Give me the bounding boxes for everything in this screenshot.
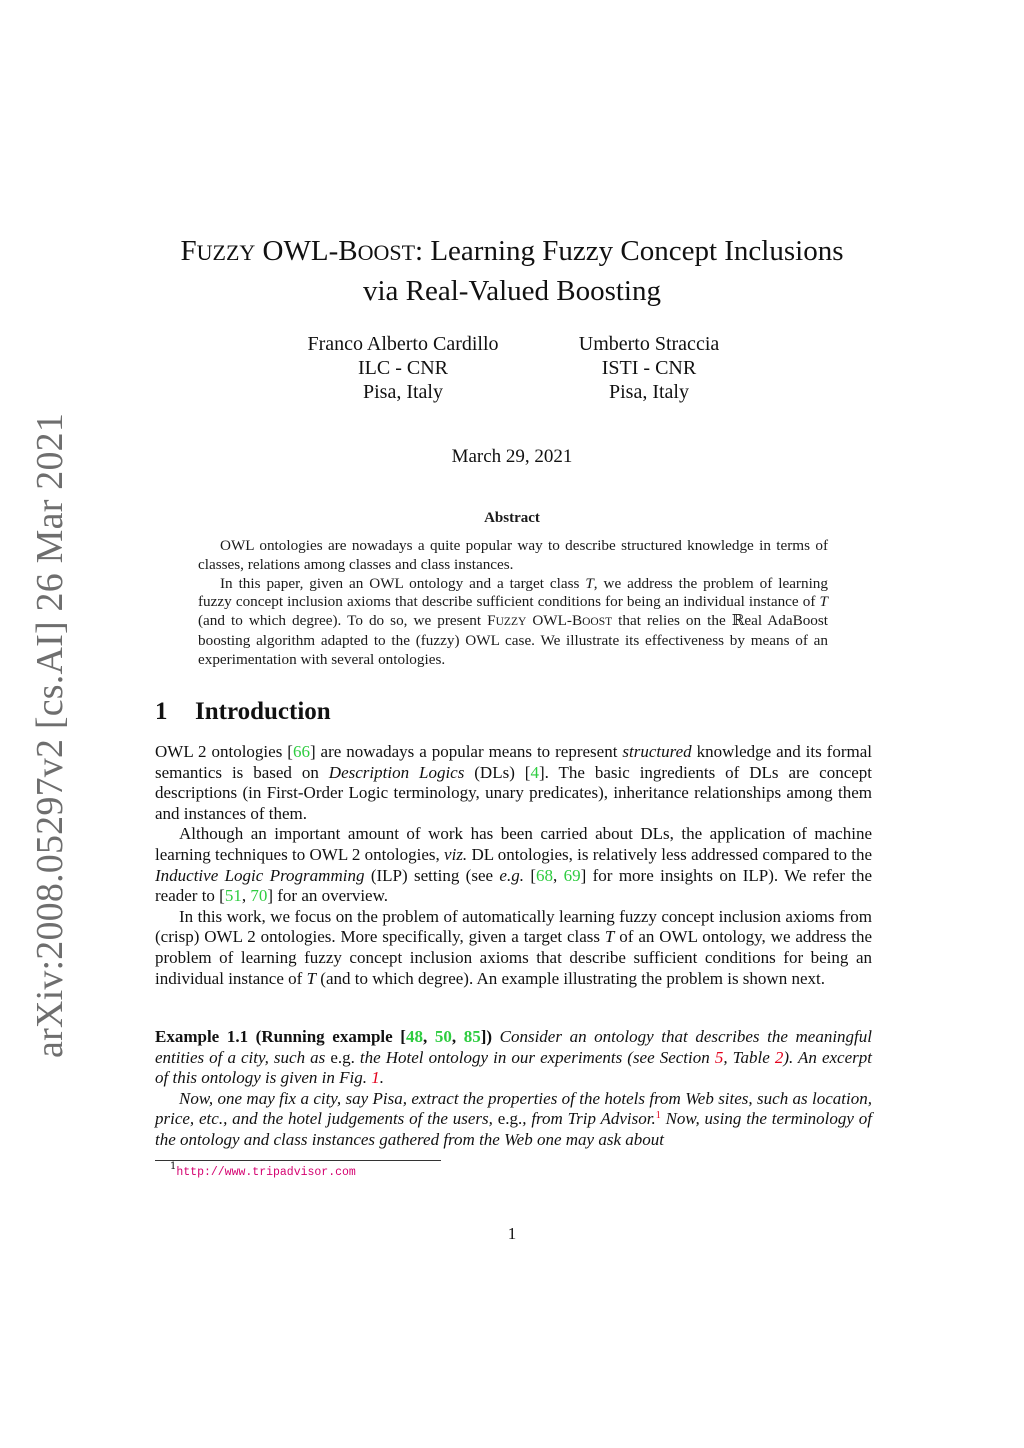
intro-paragraph-2: Although an important amount of work has been carried about DLs, the application of machine learning techniques to OWL 2 ontologies, viz. DL ontologies, is relatively less addressed compared to the Inductive Logic Programming (ILP) setting (see e.g. [68, 69] for more insights on ILP). We refer the reader to [51, 70] for an overview. bbox=[155, 824, 873, 906]
citation-link[interactable]: 51 bbox=[224, 886, 242, 906]
citation-link[interactable]: 4 bbox=[530, 762, 539, 782]
example-paragraph-1: Example 1.1 (Running example [48, 50, 85]) Consider an ontology that describes the meaningful entities of a city, such as e.g. the Hotel ontology in our experiments (see Section 5, Table 2). An excerpt of this ontology is given in Fig. 1. bbox=[155, 1027, 872, 1088]
abstract-heading: Abstract bbox=[484, 510, 540, 526]
citation-link[interactable]: 69 bbox=[563, 865, 581, 885]
citation-link[interactable]: 70 bbox=[250, 886, 268, 906]
page-number: 1 bbox=[507, 1224, 517, 1243]
title-line-2: via Real-Valued Boosting bbox=[362, 275, 661, 307]
introduction-body bbox=[155, 742, 872, 989]
author-block-1 bbox=[283, 332, 523, 404]
citation-link[interactable]: 50 bbox=[434, 1027, 452, 1046]
abstract-paragraph-2: In this paper, given an OWL ontology and a target class T, we address the problem of learning fuzzy concept inclusion axioms that describe sufficient conditions for being an individual instance of T (and to which degree). To do so, we present FUZZY OWL-BOOST that relies on the ℝeal AdaBoost boosting algorithm adapted to the (fuzzy) OWL case. We illustrate its effectiveness by means of an experimentation with several ontologies. bbox=[198, 574, 829, 668]
section-reference-link[interactable]: 5 bbox=[714, 1047, 724, 1067]
footnote-url-link[interactable]: http://www.tripadvisor.com bbox=[176, 1166, 356, 1179]
footnote-1 bbox=[170, 1161, 356, 1179]
author-location: Pisa, Italy bbox=[609, 381, 689, 403]
intro-paragraph-3: In this work, we focus on the problem of automatically learning fuzzy concept inclusion axioms from (crisp) OWL 2 ontologies. More specifically, given a target class T of an OWL ontology, we address the problem of learning fuzzy concept inclusion axioms that describe sufficient conditions for being an individual instance of T (and to which degree). An example illustrating the problem is shown next. bbox=[155, 906, 873, 988]
author-block-2 bbox=[549, 332, 749, 404]
author-name: Franco Alberto Cardillo bbox=[307, 333, 499, 355]
footnote-divider bbox=[155, 1160, 441, 1161]
citation-link[interactable]: 48 bbox=[405, 1027, 423, 1046]
author-name: Umberto Straccia bbox=[578, 333, 720, 355]
title-line-1: FUZZY OWL-BOOST: Learning Fuzzy Concept Inclusions bbox=[180, 235, 844, 267]
paper-title bbox=[140, 232, 884, 310]
citation-link[interactable]: 66 bbox=[292, 742, 310, 761]
citation-link[interactable]: 85 bbox=[463, 1027, 481, 1046]
section-heading-introduction: 1 Introduction bbox=[155, 698, 331, 725]
footnote-number: 1 bbox=[170, 1161, 177, 1172]
footnote-marker[interactable]: 1 bbox=[655, 1110, 661, 1122]
arxiv-identifier-stamp: arXiv:2008.05297v2 [cs.AI] 26 Mar 2021 bbox=[29, 412, 71, 1058]
paper-date: March 29, 2021 bbox=[451, 446, 573, 467]
figure-reference-link[interactable]: 1 bbox=[371, 1068, 380, 1088]
example-1-1 bbox=[155, 1027, 872, 1151]
example-paragraph-2: Now, one may fix a city, say Pisa, extract the properties of the hotels from Web sites, such as location, price, etc., and the hotel judgements of the users, e.g., from Trip Advisor.$^1$ Now, using the terminology of the ontology and class instances gathered from the Web one may ask about bbox=[155, 1088, 872, 1149]
abstract-body bbox=[198, 537, 828, 670]
table-reference-link[interactable]: 2 bbox=[774, 1047, 784, 1067]
author-location: Pisa, Italy bbox=[363, 381, 443, 403]
abstract-paragraph-1: OWL ontologies are nowadays a quite popular way to describe structured knowledge in terms of classes, relations among classes and class instances. bbox=[198, 537, 828, 573]
intro-paragraph-1: OWL 2 ontologies [66] are nowadays a popular means to represent structured knowledge and its formal semantics is based on Description Logics (DLs) [4]. The basic ingredients of DLs are concept descriptions (in First-Order Logic terminology, unary predicates), inheritance relationships among them and instances of them. bbox=[155, 742, 873, 823]
author-affiliation: ISTI - CNR bbox=[601, 357, 697, 379]
author-affiliation: ILC - CNR bbox=[358, 357, 448, 379]
citation-link[interactable]: 68 bbox=[536, 865, 553, 885]
